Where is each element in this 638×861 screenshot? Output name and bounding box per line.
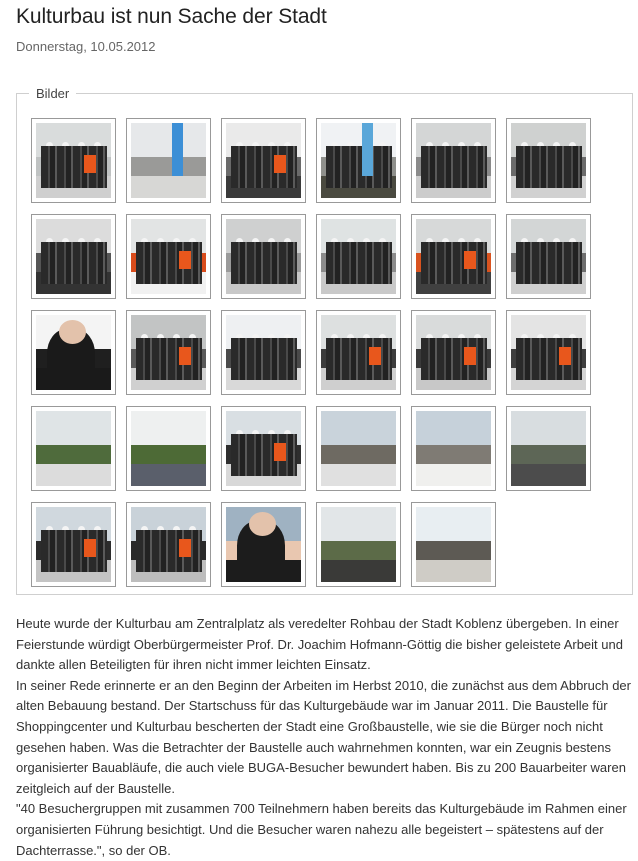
gallery-thumbnail-group-hardhats-vests[interactable] <box>31 118 116 203</box>
thumbnail-image <box>36 411 111 486</box>
thumbnail-image <box>321 219 396 294</box>
thumbnail-image <box>36 507 111 582</box>
thumbnail-image <box>131 315 206 390</box>
gallery-thumbnail-standing-table-group[interactable] <box>31 214 116 299</box>
thumbnail-image <box>36 219 111 294</box>
gallery-thumbnail-city-panorama-roof[interactable] <box>411 406 496 491</box>
image-gallery <box>16 86 633 595</box>
gallery-thumbnail-church-towers[interactable] <box>316 406 401 491</box>
thumbnail-image <box>226 411 301 486</box>
thumbnail-image <box>511 123 586 198</box>
thumbnail-image <box>511 411 586 486</box>
thumbnail-image <box>131 219 206 294</box>
article-title: Kulturbau ist nun Sache der Stadt <box>16 5 327 28</box>
gallery-thumbnail-vests-standing-table[interactable] <box>126 214 211 299</box>
thumbnail-image <box>226 219 301 294</box>
thumbnail-image <box>321 123 396 198</box>
thumbnail-image <box>131 507 206 582</box>
gallery-thumbnail-speaker-lectern[interactable] <box>221 310 306 395</box>
thumbnail-image <box>131 411 206 486</box>
thumbnail-image <box>416 411 491 486</box>
gallery-thumbnail-hall-windows-crowd[interactable] <box>316 214 401 299</box>
thumbnail-image <box>321 411 396 486</box>
gallery-thumbnail-atrium-blue-scaffold[interactable] <box>126 118 211 203</box>
thumbnail-image <box>226 315 301 390</box>
gallery-thumbnail-group-orange-vests[interactable] <box>411 310 496 395</box>
gallery-thumbnail-group-standing-table[interactable] <box>506 214 591 299</box>
thumbnail-image <box>416 507 491 582</box>
gallery-thumbnail-hillside-fortress[interactable] <box>126 406 211 491</box>
paragraph: "40 Besuchergruppen mit zusammen 700 Teilnehmern haben bereits das Kulturgebäude im Rahmen einer organisierten Führung besichtigt. Und die Besucher waren nahezu alle begeistert – spätestens auf der Dachterrasse.", so der OB. <box>16 801 627 858</box>
thumbnail-image <box>226 507 301 582</box>
gallery-thumbnail-atrium-skylight[interactable] <box>316 118 401 203</box>
thumbnail-image <box>511 219 586 294</box>
gallery-thumbnail-podium-speakers[interactable] <box>506 118 591 203</box>
gallery-thumbnail-city-hills-panorama[interactable] <box>506 406 591 491</box>
gallery-thumbnail-roof-terrace-view[interactable] <box>316 502 401 587</box>
gallery-thumbnail-hall-wide[interactable] <box>221 214 306 299</box>
thumbnail-image <box>321 507 396 582</box>
thumbnail-image <box>36 315 111 390</box>
thumbnail-image <box>36 123 111 198</box>
gallery-thumbnail-roof-group-photo[interactable] <box>221 406 306 491</box>
thumbnail-image <box>131 123 206 198</box>
paragraph: Heute wurde der Kulturbau am Zentralplatz als veredelter Rohbau der Stadt Koblenz übergeben. In einer Feierstunde würdigt Oberbürgermeister Prof. Dr. Joachim Hofmann-Göttig die bisher geleistete Arbeit und dankte allen Beteiligten für ihren nicht immer leichten Einsatz. <box>16 616 623 673</box>
gallery-thumbnail-officials-talking[interactable] <box>221 118 306 203</box>
gallery-thumbnail-vests-close[interactable] <box>411 214 496 299</box>
gallery-thumbnail-roof-view-fortress[interactable] <box>31 406 116 491</box>
gallery-thumbnail-roof-group-cathedral[interactable] <box>126 502 211 587</box>
gallery-thumbnail-group-vests-right[interactable] <box>506 310 591 395</box>
paragraph: In seiner Rede erinnerte er an den Beginn der Arbeiten im Herbst 2010, die zunächst aus dem Abbruch der alten Bebauung bestand. Der Startschuss für das Kulturgebäude war im Januar 2011. Die Baustelle für Shoppingcenter und Kulturbau bescherten der Stadt eine Großbaustelle, wie sie die Bürger noch nicht gesehen haben. Was die Betrachter der Baustelle auch wahrnehmen konnten, war ein Zeugnis bestens organisierter Bauabläufe, die auch viele BUGA-Besucher bewundert haben. Bis zu 200 Bauarbeiter waren zeitgleich auf der Baustelle. <box>16 677 631 796</box>
gallery-thumbnail-mayor-hardhat-portrait[interactable] <box>221 502 306 587</box>
article-body <box>16 614 631 861</box>
article-date: Donnerstag, 10.05.2012 <box>16 39 156 54</box>
thumbnail-image <box>416 219 491 294</box>
gallery-thumbnail-speaker-microphone[interactable] <box>31 310 116 395</box>
gallery-thumbnail-atrium-interior[interactable] <box>411 502 496 587</box>
thumbnail-image <box>226 123 301 198</box>
thumbnail-image <box>321 315 396 390</box>
thumbnail-image <box>511 315 586 390</box>
gallery-thumbnail-roof-conversation[interactable] <box>31 502 116 587</box>
gallery-legend: Bilder <box>36 86 70 101</box>
thumbnail-image <box>416 123 491 198</box>
gallery-thumbnail-group-lined-up[interactable] <box>316 310 401 395</box>
gallery-thumbnail-hall-crowd[interactable] <box>411 118 496 203</box>
gallery-thumbnail-crowd-white-table[interactable] <box>126 310 211 395</box>
thumbnail-image <box>416 315 491 390</box>
